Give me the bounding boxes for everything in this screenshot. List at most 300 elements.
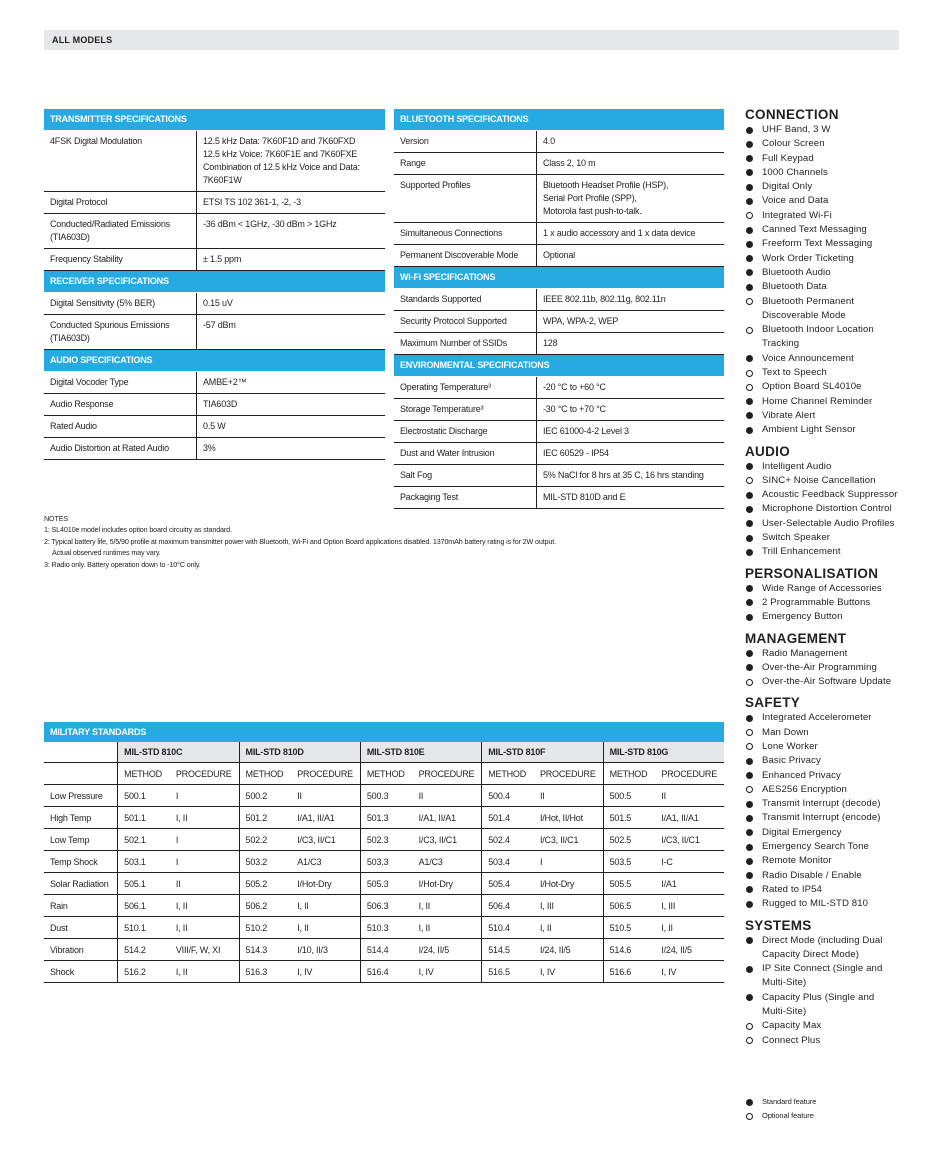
procedure-value: I/A1, II/A1: [413, 807, 482, 829]
test-name: Low Pressure: [44, 785, 118, 807]
feature-list: [745, 711, 925, 911]
spec-row: [394, 377, 724, 399]
method-value: 502.4: [482, 829, 534, 851]
feature-item: [745, 531, 925, 545]
military-title: MILITARY STANDARDS: [44, 722, 724, 742]
transmitter-title: TRANSMITTER SPECIFICATIONS: [44, 109, 385, 131]
spec-row: [394, 245, 724, 267]
method-value: 516.5: [482, 961, 534, 983]
procedure-value: I, II: [655, 917, 724, 939]
procedure-value: A1/C3: [413, 851, 482, 873]
spec-label: Frequency Stability: [44, 249, 197, 271]
procedure-value: I, II: [170, 895, 239, 917]
filled-bullet-icon: [746, 255, 753, 262]
spec-value: 0.5 W: [197, 416, 386, 438]
military-row: [44, 807, 724, 829]
feature-label: Capacity Plus (Single and Multi-Site): [762, 991, 875, 1018]
method-value: 505.3: [360, 873, 412, 895]
hollow-bullet-icon: [746, 370, 753, 377]
features-sidebar: [745, 107, 925, 1054]
filled-bullet-icon: [746, 815, 753, 822]
feature-label: Remote Monitor: [762, 855, 832, 867]
standard-name: MIL-STD 810G: [603, 742, 724, 763]
hollow-bullet-icon: [746, 743, 753, 750]
transmitter-header: [44, 109, 385, 131]
feature-group-title: SAFETY: [745, 695, 801, 711]
method-value: 501.1: [118, 807, 170, 829]
environmental-title: ENVIRONMENTAL SPECIFICATIONS: [394, 355, 724, 377]
spec-value: 3%: [197, 438, 386, 460]
feature-list: [745, 934, 925, 1048]
method-value: 502.1: [118, 829, 170, 851]
filled-bullet-icon: [746, 492, 753, 499]
method-value: 510.2: [239, 917, 291, 939]
spec-row: [394, 487, 724, 509]
filled-bullet-icon: [746, 506, 753, 513]
filled-bullet-icon: [746, 398, 753, 405]
military-row: [44, 785, 724, 807]
test-name: High Temp: [44, 807, 118, 829]
feature-item: [745, 934, 925, 963]
notes-title: NOTES: [44, 514, 69, 523]
procedure-value: I/A1, II/A1: [655, 807, 724, 829]
feature-label: Home Channel Reminder: [762, 395, 873, 407]
filled-bullet-icon: [746, 844, 753, 851]
procedure-value: VIII/F, W, XI: [170, 939, 239, 961]
feature-label: Basic Privacy: [762, 755, 821, 767]
procedure-column-label: PROCEDURE: [534, 763, 603, 785]
spec-label: Standards Supported: [394, 289, 537, 311]
spec-value: IEEE 802.11b, 802.11g, 802.11n: [537, 289, 725, 311]
procedure-value: I/Hot-Dry: [291, 873, 360, 895]
hollow-bullet-icon: [746, 384, 753, 391]
procedure-value: I, III: [534, 895, 603, 917]
feature-item: [745, 237, 925, 251]
feature-item: [745, 460, 925, 474]
feature-item: [745, 797, 925, 811]
feature-label: Work Order Ticketing: [762, 252, 854, 264]
feature-label: Bluetooth Data: [762, 281, 827, 293]
spec-row: [44, 438, 385, 460]
column-label-blank: [44, 763, 118, 785]
spec-value: -36 dBm < 1GHz, -30 dBm > 1GHz: [197, 214, 386, 249]
spec-label: Simultaneous Connections: [394, 223, 537, 245]
spec-value: IEC 61000-4-2 Level 3: [537, 421, 725, 443]
spec-value: Bluetooth Headset Profile (HSP), Serial Port Profile (SPP), Motorola fast push-to-talk.: [537, 175, 725, 223]
spec-table-right: [394, 109, 724, 509]
spec-row: [394, 153, 724, 175]
filled-bullet-icon: [746, 284, 753, 291]
spec-row: [394, 465, 724, 487]
feature-label: IP Site Connect (Single and Multi-Site): [762, 963, 883, 989]
feature-label: Integrated Wi-Fi: [762, 209, 832, 221]
spec-value: WPA, WPA-2, WEP: [537, 311, 725, 333]
spec-label: Audio Response: [44, 394, 197, 416]
feature-label: Freeform Text Messaging: [762, 238, 873, 250]
feature-label: Connect Plus: [762, 1034, 821, 1046]
feature-item: [745, 740, 925, 754]
procedure-value: I/Hot-Dry: [413, 873, 482, 895]
feature-item: [745, 869, 925, 883]
procedure-value: I/24, II/5: [413, 939, 482, 961]
procedure-value: I/Hot-Dry: [534, 873, 603, 895]
procedure-value: I/C3, II/C1: [655, 829, 724, 851]
feature-item: [745, 194, 925, 208]
spec-row: [44, 372, 385, 394]
spec-value: IEC 60529 - IP54: [537, 443, 725, 465]
filled-bullet-icon: [746, 715, 753, 722]
procedure-value: II: [413, 785, 482, 807]
receiver-header: [44, 271, 385, 293]
feature-label: Text to Speech: [762, 367, 827, 379]
standards-row: [44, 742, 724, 763]
feature-label: Rated to IP54: [762, 883, 822, 895]
spec-label: Storage Temperature³: [394, 399, 537, 421]
feature-group-title: SYSTEMS: [745, 917, 812, 933]
wifi-header: [394, 267, 724, 289]
feature-group-title: MANAGEMENT: [745, 630, 847, 646]
note-line: 1: SL4010e model includes option board circuitry as standard.: [44, 525, 232, 535]
feature-label: Direct Mode (including Dual Capacity Direct Mode): [762, 934, 883, 960]
procedure-value: I, II: [291, 917, 360, 939]
feature-item: [745, 675, 925, 689]
method-value: 502.5: [603, 829, 655, 851]
procedure-value: I, II: [534, 917, 603, 939]
feature-label: Vibrate Alert: [762, 409, 816, 421]
method-value: 500.4: [482, 785, 534, 807]
filled-bullet-icon: [746, 520, 753, 527]
filled-bullet-icon: [746, 463, 753, 470]
feature-label: Transmit Interrupt (encode): [762, 812, 881, 824]
feature-item: [745, 1019, 925, 1033]
method-value: 514.5: [482, 939, 534, 961]
filled-bullet-icon: [746, 772, 753, 779]
standard-name: MIL-STD 810E: [360, 742, 481, 763]
filled-bullet-icon: [746, 599, 753, 606]
spec-row: [394, 131, 724, 153]
spec-row: [394, 289, 724, 311]
feature-item: [745, 423, 925, 437]
feature-label: Colour Screen: [762, 138, 825, 150]
feature-list: [745, 647, 925, 690]
filled-bullet-icon: [746, 758, 753, 765]
feature-item: [745, 352, 925, 366]
feature-item: [745, 661, 925, 675]
filled-bullet-icon: [746, 535, 753, 542]
spec-value: 5% NaCl for 8 hrs at 35 C, 16 hrs standing: [537, 465, 725, 487]
spec-label: Range: [394, 153, 537, 175]
filled-bullet-icon: [746, 198, 753, 205]
procedure-value: I/A1, II/A1: [291, 807, 360, 829]
method-value: 503.2: [239, 851, 291, 873]
feature-label: Trill Enhancement: [762, 546, 841, 558]
feature-label: Acoustic Feedback Suppressor: [762, 489, 898, 501]
feature-item: [745, 266, 925, 280]
spec-value: TIA603D: [197, 394, 386, 416]
filled-bullet-icon: [746, 127, 753, 134]
spec-value: 4.0: [537, 131, 725, 153]
feature-item: [745, 610, 925, 624]
filled-bullet-icon: [746, 155, 753, 162]
filled-bullet-icon: [746, 585, 753, 592]
procedure-value: I, II: [291, 895, 360, 917]
test-name: Vibration: [44, 939, 118, 961]
feature-label: Bluetooth Audio: [762, 266, 831, 278]
receiver-title: RECEIVER SPECIFICATIONS: [44, 271, 385, 293]
feature-item: [745, 323, 925, 352]
feature-label: AES256 Encryption: [762, 783, 847, 795]
feature-label: 2 Programmable Buttons: [762, 596, 871, 608]
note-line: Actual observed runtimes may vary.: [52, 548, 161, 558]
feature-item: [745, 223, 925, 237]
feature-group-title: CONNECTION: [745, 107, 839, 122]
method-value: 501.5: [603, 807, 655, 829]
feature-label: UHF Band, 3 W: [762, 124, 831, 135]
spec-value: ETSI TS 102 361-1, -2, -3: [197, 192, 386, 214]
feature-label: Man Down: [762, 726, 809, 738]
feature-item: [745, 395, 925, 409]
test-name: Dust: [44, 917, 118, 939]
method-value: 506.5: [603, 895, 655, 917]
method-value: 505.5: [603, 873, 655, 895]
legend-optional-label: Optional feature: [762, 1111, 814, 1120]
feature-label: Transmit Interrupt (decode): [762, 798, 881, 810]
procedure-value: I, II: [170, 917, 239, 939]
feature-item: [745, 517, 925, 531]
method-value: 506.1: [118, 895, 170, 917]
procedure-value: I/10, II/3: [291, 939, 360, 961]
spec-value: AMBE+2™: [197, 372, 386, 394]
procedure-value: I/C3, II/C1: [534, 829, 603, 851]
legend-standard: [745, 1095, 905, 1109]
filled-bullet-icon: [746, 801, 753, 808]
spec-label: Digital Protocol: [44, 192, 197, 214]
feature-legend: [745, 1095, 905, 1123]
spec-label: Conducted Spurious Emissions (TIA603D): [44, 315, 197, 350]
notes-block: [44, 513, 664, 570]
feature-item: [745, 811, 925, 825]
section-header-bar: [44, 30, 899, 50]
method-value: 514.3: [239, 939, 291, 961]
method-value: 501.2: [239, 807, 291, 829]
environmental-header: [394, 355, 724, 377]
method-value: 503.3: [360, 851, 412, 873]
method-value: 500.1: [118, 785, 170, 807]
feature-label: Over-the-Air Software Update: [762, 676, 892, 688]
hollow-bullet-icon: [746, 298, 753, 305]
spec-label: 4FSK Digital Modulation: [44, 131, 197, 192]
spec-row: [394, 311, 724, 333]
spec-row: [44, 214, 385, 249]
spec-row: [44, 131, 385, 192]
procedure-value: I, IV: [655, 961, 724, 983]
procedure-column-label: PROCEDURE: [170, 763, 239, 785]
feature-item: [745, 252, 925, 266]
method-value: 510.3: [360, 917, 412, 939]
spec-label: Packaging Test: [394, 487, 537, 509]
procedure-value: I, II: [413, 895, 482, 917]
procedure-value: II: [534, 785, 603, 807]
feature-item: [745, 474, 925, 488]
column-labels-row: [44, 763, 724, 785]
spec-label: Digital Sensitivity (5% BER): [44, 293, 197, 315]
feature-item: [745, 962, 925, 991]
feature-label: Full Keypad: [762, 152, 814, 164]
feature-item: [745, 582, 925, 596]
filled-bullet-icon: [746, 994, 753, 1001]
spec-row: [44, 192, 385, 214]
hollow-bullet-icon: [746, 477, 753, 484]
feature-label: Ambient Light Sensor: [762, 424, 856, 436]
filled-bullet-icon: [746, 858, 753, 865]
feature-label: Radio Management: [762, 647, 848, 659]
feature-label: 1000 Channels: [762, 166, 828, 178]
procedure-column-label: PROCEDURE: [413, 763, 482, 785]
method-value: 503.5: [603, 851, 655, 873]
standard-name: MIL-STD 810F: [482, 742, 603, 763]
standard-name: MIL-STD 810C: [118, 742, 239, 763]
procedure-value: A1/C3: [291, 851, 360, 873]
spec-value: -57 dBm: [197, 315, 386, 350]
note-line: 3: Radio only. Battery operation down to -10°C only.: [44, 559, 201, 569]
spec-row: [394, 223, 724, 245]
feature-item: [745, 783, 925, 797]
test-name: Solar Radiation: [44, 873, 118, 895]
procedure-value: I-C: [655, 851, 724, 873]
feature-label: Emergency Button: [762, 611, 843, 623]
spec-value: Class 2, 10 m: [537, 153, 725, 175]
method-value: 505.1: [118, 873, 170, 895]
hollow-bullet-icon: [746, 679, 753, 686]
spec-table-left: [44, 109, 385, 460]
filled-bullet-icon: [746, 886, 753, 893]
feature-item: [745, 754, 925, 768]
feature-label: Digital Only: [762, 181, 813, 193]
spec-row: [394, 421, 724, 443]
military-row: [44, 895, 724, 917]
audio-spec-title: AUDIO SPECIFICATIONS: [44, 350, 385, 372]
feature-item: [745, 840, 925, 854]
method-value: 503.1: [118, 851, 170, 873]
filled-bullet-icon: [746, 664, 753, 671]
feature-item: [745, 854, 925, 868]
test-name: Temp Shock: [44, 851, 118, 873]
feature-label: Intelligent Audio: [762, 460, 832, 472]
procedure-value: I: [170, 785, 239, 807]
filled-bullet-icon: [746, 184, 753, 191]
hollow-bullet-icon: [746, 1037, 753, 1044]
method-value: 505.2: [239, 873, 291, 895]
military-row: [44, 851, 724, 873]
method-value: 516.4: [360, 961, 412, 983]
feature-item: [745, 137, 925, 151]
method-value: 516.6: [603, 961, 655, 983]
feature-label: Radio Disable / Enable: [762, 869, 862, 881]
feature-item: [745, 991, 925, 1020]
feature-list: [745, 582, 925, 625]
procedure-value: I, III: [655, 895, 724, 917]
feature-list: [745, 460, 925, 560]
bluetooth-header: [394, 109, 724, 131]
spec-label: Audio Distortion at Rated Audio: [44, 438, 197, 460]
feature-item: [745, 826, 925, 840]
feature-item: [745, 1034, 925, 1048]
method-column-label: METHOD: [360, 763, 412, 785]
spec-label: Electrostatic Discharge: [394, 421, 537, 443]
legend-standard-label: Standard feature: [762, 1097, 817, 1106]
feature-label: User-Selectable Audio Profiles: [762, 517, 895, 529]
test-name: Shock: [44, 961, 118, 983]
feature-item: [745, 409, 925, 423]
feature-label: Digital Emergency: [762, 826, 842, 838]
feature-item: [745, 380, 925, 394]
feature-item: [745, 295, 925, 324]
procedure-value: I: [534, 851, 603, 873]
method-column-label: METHOD: [118, 763, 170, 785]
feature-item: [745, 897, 925, 911]
spec-label: Rated Audio: [44, 416, 197, 438]
feature-item: [745, 488, 925, 502]
feature-label: Rugged to MIL-STD 810: [762, 898, 869, 910]
procedure-value: I/24, II/5: [534, 939, 603, 961]
filled-bullet-icon: [746, 241, 753, 248]
hollow-bullet-icon: [746, 786, 753, 793]
procedure-value: I: [170, 851, 239, 873]
feature-item: [745, 209, 925, 223]
feature-label: Wide Range of Accessories: [762, 582, 882, 594]
method-value: 505.4: [482, 873, 534, 895]
test-name: Rain: [44, 895, 118, 917]
filled-bullet-icon: [746, 937, 753, 944]
feature-label: Microphone Distortion Control: [762, 503, 892, 515]
method-column-label: METHOD: [239, 763, 291, 785]
method-value: 516.2: [118, 961, 170, 983]
note-line: 2: Typical battery life, 5/5/90 profile at maximum transmitter power with Bluetooth, Wi-Fi and Option Board applications disabled. 1370mAh battery rating is for 2W output.: [44, 536, 556, 546]
spec-value: 12.5 kHz Data: 7K60F1D and 7K60FXD 12.5 kHz Voice: 7K60F1E and 7K60FXE Combination of 12.5 kHz Voice and Data: 7K60F1W: [197, 131, 386, 192]
feature-label: Option Board SL4010e: [762, 381, 862, 393]
spec-row: [44, 249, 385, 271]
method-column-label: METHOD: [482, 763, 534, 785]
spec-label: Maximum Number of SSIDs: [394, 333, 537, 355]
spec-value: -30 °C to +70 °C: [537, 399, 725, 421]
procedure-value: I/C3, II/C1: [291, 829, 360, 851]
military-row: [44, 917, 724, 939]
method-column-label: METHOD: [603, 763, 655, 785]
audio-spec-header: [44, 350, 385, 372]
spec-row: [394, 333, 724, 355]
procedure-value: I, II: [170, 807, 239, 829]
method-value: 510.4: [482, 917, 534, 939]
spec-value: Optional: [537, 245, 725, 267]
hollow-bullet-icon: [746, 1113, 753, 1120]
feature-item: [745, 711, 925, 725]
method-value: 500.3: [360, 785, 412, 807]
filled-bullet-icon: [746, 227, 753, 234]
method-value: 502.2: [239, 829, 291, 851]
spec-label: Permanent Discoverable Mode: [394, 245, 537, 267]
spec-row: [394, 443, 724, 465]
feature-label: Capacity Max: [762, 1020, 822, 1032]
procedure-value: I/Hot, II/Hot: [534, 807, 603, 829]
procedure-value: I/C3, II/C1: [413, 829, 482, 851]
filled-bullet-icon: [746, 1099, 753, 1106]
military-header: [44, 722, 724, 742]
method-value: 514.2: [118, 939, 170, 961]
spec-label: Security Protocol Supported: [394, 311, 537, 333]
method-value: 514.4: [360, 939, 412, 961]
feature-item: [745, 280, 925, 294]
feature-label: Lone Worker: [762, 740, 818, 752]
